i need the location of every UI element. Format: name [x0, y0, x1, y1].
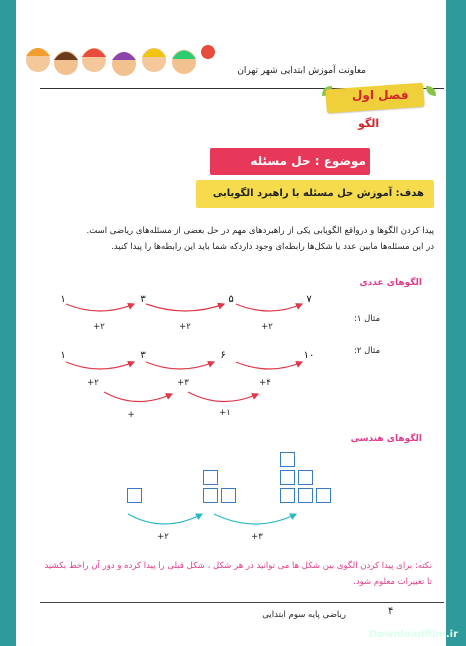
topic-text: موضوع : حل مسئله	[250, 154, 366, 168]
square	[280, 470, 295, 485]
footer-line	[40, 602, 444, 603]
numeric-patterns-title: الگوهای عددی	[359, 278, 422, 288]
example-1-label: مثال ۱:	[354, 314, 381, 324]
ex1-number: ۵	[228, 294, 234, 305]
arrow-ex2-2	[146, 362, 214, 369]
chapter-subtitle: الگو	[358, 117, 380, 130]
ex2-number: ۱۰	[303, 350, 315, 361]
arrow-geo-1	[128, 514, 202, 524]
example-2-label: مثال ۲:	[354, 346, 381, 356]
ex2-number: ۳	[140, 350, 146, 361]
square	[298, 470, 313, 485]
ex2-step: +۴	[259, 378, 271, 388]
ex2-second-step: +	[127, 410, 135, 420]
ex1-step: +۲	[261, 322, 273, 332]
ex2-step: +۲	[87, 378, 99, 388]
goal-text: هدف: آموزش حل مسئله با راهبرد الگویابی	[212, 188, 424, 199]
chapter-title: فصل اول	[352, 88, 409, 102]
ex1-step: +۲	[93, 322, 105, 332]
ex1-number: ۷	[306, 294, 312, 305]
ex2-number: ۶	[220, 350, 226, 361]
ex2-second-step: +۱	[219, 408, 231, 418]
page-number: ۴	[388, 606, 394, 617]
arrow-geo-2	[214, 514, 296, 524]
geo-step: +۳	[251, 532, 263, 542]
intro-line-2: در این مسئله‌ها مابین عدد یا شکل‌ها رابطه‌ای وجود دارد‌که شما باید این رابطه‌ها را پیدا کنید.	[111, 242, 434, 252]
footer-text: ریاضی پایه سوم ابتدایی	[262, 610, 346, 620]
ex1-number: ۳	[140, 294, 146, 305]
arrow-ex1-3	[236, 304, 302, 311]
arrow-ex2-4	[104, 392, 172, 402]
note-text: نکته: برای پیدا کردن الگوی بین شکل ها می توانید در هر شکل ، شکل قبلی را پیدا کرده و دور آن راخط بکشید تا تغییرات معلوم شود.	[44, 561, 432, 587]
geo-step: +۲	[157, 532, 169, 542]
ex2-number: ۱	[60, 350, 66, 361]
intro-line-1: پیدا کردن الگوها و درواقع الگویابی یکی از راهبردهای مهم در حل بعضی از مسئله‌های ریاضی است.	[86, 226, 434, 236]
square	[127, 488, 142, 503]
ex1-number: ۱	[60, 294, 66, 305]
square	[316, 488, 331, 503]
square	[203, 488, 218, 503]
arrow-ex2-1	[66, 362, 134, 369]
square	[203, 470, 218, 485]
square	[280, 452, 295, 467]
watermark: Downloadfilm.ir	[368, 629, 458, 640]
square	[280, 488, 295, 503]
square	[221, 488, 236, 503]
arrow-ex1-2	[146, 304, 224, 311]
geometric-patterns-title: الگوهای هندسی	[350, 434, 422, 444]
arrow-ex1-1	[66, 304, 134, 311]
arrow-ex2-3	[236, 362, 302, 369]
square	[298, 488, 313, 503]
header-text: معاونت آموزش ابتدایی شهر تهران	[237, 66, 366, 76]
arrow-ex2-5	[188, 392, 258, 402]
ex2-step: +۳	[177, 378, 189, 388]
ex1-step: +۲	[179, 322, 191, 332]
